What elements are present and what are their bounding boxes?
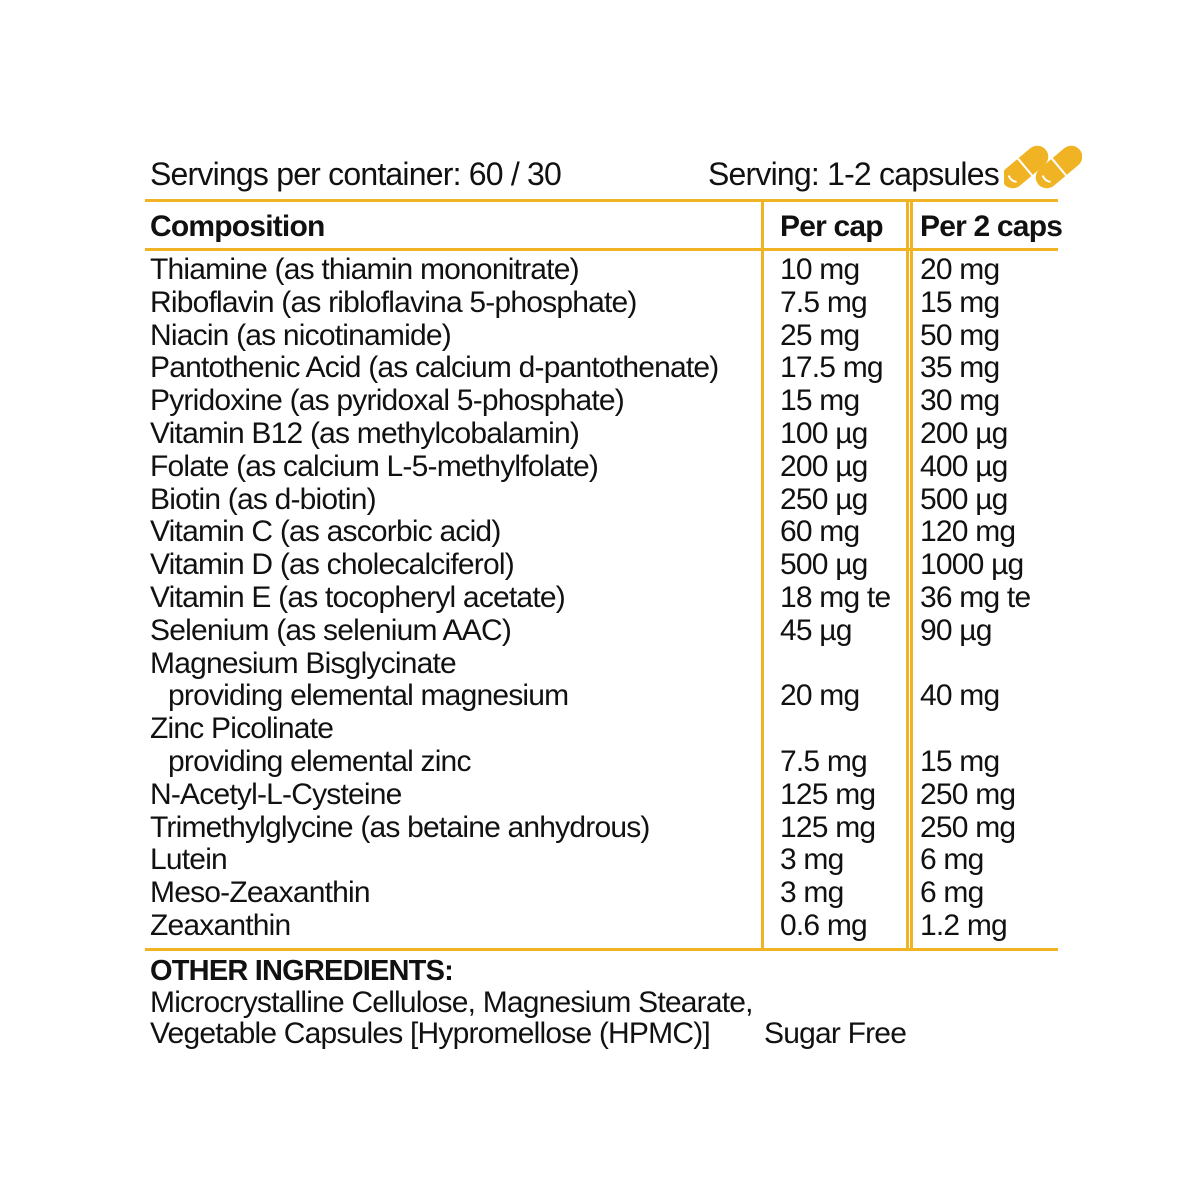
other-ingredients-line: Microcrystalline Cellulose, Magnesium Stearate, bbox=[150, 986, 753, 1019]
column-header-composition: Composition bbox=[150, 210, 325, 243]
servings-per-container: Servings per container: 60 / 30 bbox=[150, 156, 562, 192]
per-cap-value: 0.6 mg bbox=[780, 908, 867, 942]
per-cap-value: 18 mg te bbox=[780, 580, 891, 614]
column-header-per-cap: Per cap bbox=[780, 210, 883, 243]
table-row bbox=[0, 451, 1200, 484]
per-2-caps-value: 30 mg bbox=[920, 384, 1000, 418]
other-ingredients-line: Vegetable Capsules [Hypromellose (HPMC)] bbox=[150, 1017, 710, 1050]
table-row bbox=[0, 516, 1200, 549]
table-row bbox=[0, 844, 1200, 877]
per-cap-value: 15 mg bbox=[780, 384, 860, 418]
table-row bbox=[0, 549, 1200, 582]
table-row bbox=[0, 746, 1200, 779]
per-2-caps-value: 35 mg bbox=[920, 351, 1000, 385]
per-2-caps-value: 36 mg te bbox=[920, 580, 1031, 614]
per-cap-value: 500 µg bbox=[780, 548, 868, 582]
per-cap-value: 100 µg bbox=[780, 416, 868, 450]
per-2-caps-value: 6 mg bbox=[920, 843, 984, 877]
per-2-caps-value: 250 mg bbox=[920, 810, 1016, 844]
per-2-caps-value: 1000 µg bbox=[920, 548, 1024, 582]
table-row bbox=[0, 484, 1200, 517]
table-row bbox=[0, 287, 1200, 320]
ingredient-name: providing elemental magnesium bbox=[168, 679, 569, 713]
ingredient-name: N-Acetyl-L-Cysteine bbox=[150, 777, 402, 811]
per-2-caps-value: 40 mg bbox=[920, 679, 1000, 713]
per-2-caps-value: 400 µg bbox=[920, 449, 1008, 483]
per-2-caps-value: 90 µg bbox=[920, 613, 992, 647]
per-cap-value: 3 mg bbox=[780, 843, 844, 877]
per-cap-value: 17.5 mg bbox=[780, 351, 883, 385]
capsules-icon bbox=[1004, 138, 1082, 196]
per-cap-value: 7.5 mg bbox=[780, 285, 867, 319]
top-rule bbox=[145, 199, 1058, 202]
ingredient-name: Zeaxanthin bbox=[150, 908, 291, 942]
per-cap-value: 3 mg bbox=[780, 876, 844, 910]
ingredient-name: Vitamin C (as ascorbic acid) bbox=[150, 515, 501, 549]
table-row bbox=[0, 812, 1200, 845]
per-cap-value: 20 mg bbox=[780, 679, 860, 713]
column-header-per-2-caps: Per 2 caps bbox=[920, 210, 1063, 243]
per-cap-value: 250 µg bbox=[780, 482, 868, 516]
per-cap-value: 10 mg bbox=[780, 253, 860, 286]
ingredient-name: Lutein bbox=[150, 843, 227, 877]
ingredient-name: Pantothenic Acid (as calcium d-pantothenate) bbox=[150, 351, 719, 385]
table-row bbox=[0, 254, 1200, 287]
ingredient-name: Riboflavin (as ribloflavina 5-phosphate) bbox=[150, 285, 637, 319]
per-cap-value: 7.5 mg bbox=[780, 744, 867, 778]
header-rule bbox=[145, 248, 1058, 251]
table-row bbox=[0, 418, 1200, 451]
per-2-caps-value: 50 mg bbox=[920, 318, 1000, 352]
sugar-free-badge: Sugar Free bbox=[764, 1017, 907, 1050]
composition-rows bbox=[0, 254, 1200, 943]
ingredient-name: Vitamin E (as tocopheryl acetate) bbox=[150, 580, 565, 614]
ingredient-name: providing elemental zinc bbox=[168, 744, 471, 778]
ingredient-name: Niacin (as nicotinamide) bbox=[150, 318, 451, 352]
ingredient-name: Biotin (as d-biotin) bbox=[150, 482, 376, 516]
table-row bbox=[0, 320, 1200, 353]
table-row bbox=[0, 582, 1200, 615]
per-cap-value: 25 mg bbox=[780, 318, 860, 352]
per-cap-value: 200 µg bbox=[780, 449, 868, 483]
table-row bbox=[0, 385, 1200, 418]
ingredient-name: Magnesium Bisglycinate bbox=[150, 646, 456, 680]
table-row bbox=[0, 680, 1200, 713]
per-2-caps-value: 250 mg bbox=[920, 777, 1016, 811]
ingredient-name: Thiamine (as thiamin mononitrate) bbox=[150, 253, 579, 286]
table-row bbox=[0, 713, 1200, 746]
per-2-caps-value: 6 mg bbox=[920, 876, 984, 910]
per-2-caps-value: 1.2 mg bbox=[920, 908, 1007, 942]
table-row bbox=[0, 352, 1200, 385]
table-row bbox=[0, 910, 1200, 943]
per-2-caps-value: 15 mg bbox=[920, 285, 1000, 319]
ingredient-name: Vitamin D (as cholecalciferol) bbox=[150, 548, 514, 582]
ingredient-name: Folate (as calcium L-5-methylfolate) bbox=[150, 449, 599, 483]
table-row bbox=[0, 615, 1200, 648]
ingredient-name: Trimethylglycine (as betaine anhydrous) bbox=[150, 810, 650, 844]
per-2-caps-value: 200 µg bbox=[920, 416, 1008, 450]
table-row bbox=[0, 779, 1200, 812]
table-row bbox=[0, 648, 1200, 681]
bottom-rule bbox=[145, 948, 1058, 951]
serving-size: Serving: 1-2 capsules bbox=[708, 156, 999, 192]
per-cap-value: 60 mg bbox=[780, 515, 860, 549]
other-ingredients-heading: OTHER INGREDIENTS: bbox=[150, 955, 454, 987]
ingredient-name: Zinc Picolinate bbox=[150, 712, 334, 746]
per-2-caps-value: 500 µg bbox=[920, 482, 1008, 516]
ingredient-name: Selenium (as selenium AAC) bbox=[150, 613, 512, 647]
per-cap-value: 45 µg bbox=[780, 613, 852, 647]
per-2-caps-value: 120 mg bbox=[920, 515, 1016, 549]
table-row bbox=[0, 877, 1200, 910]
ingredient-name: Meso-Zeaxanthin bbox=[150, 876, 370, 910]
per-2-caps-value: 20 mg bbox=[920, 253, 1000, 286]
per-cap-value: 125 mg bbox=[780, 777, 876, 811]
per-cap-value: 125 mg bbox=[780, 810, 876, 844]
ingredient-name: Vitamin B12 (as methylcobalamin) bbox=[150, 416, 580, 450]
ingredient-name: Pyridoxine (as pyridoxal 5-phosphate) bbox=[150, 384, 624, 418]
per-2-caps-value: 15 mg bbox=[920, 744, 1000, 778]
